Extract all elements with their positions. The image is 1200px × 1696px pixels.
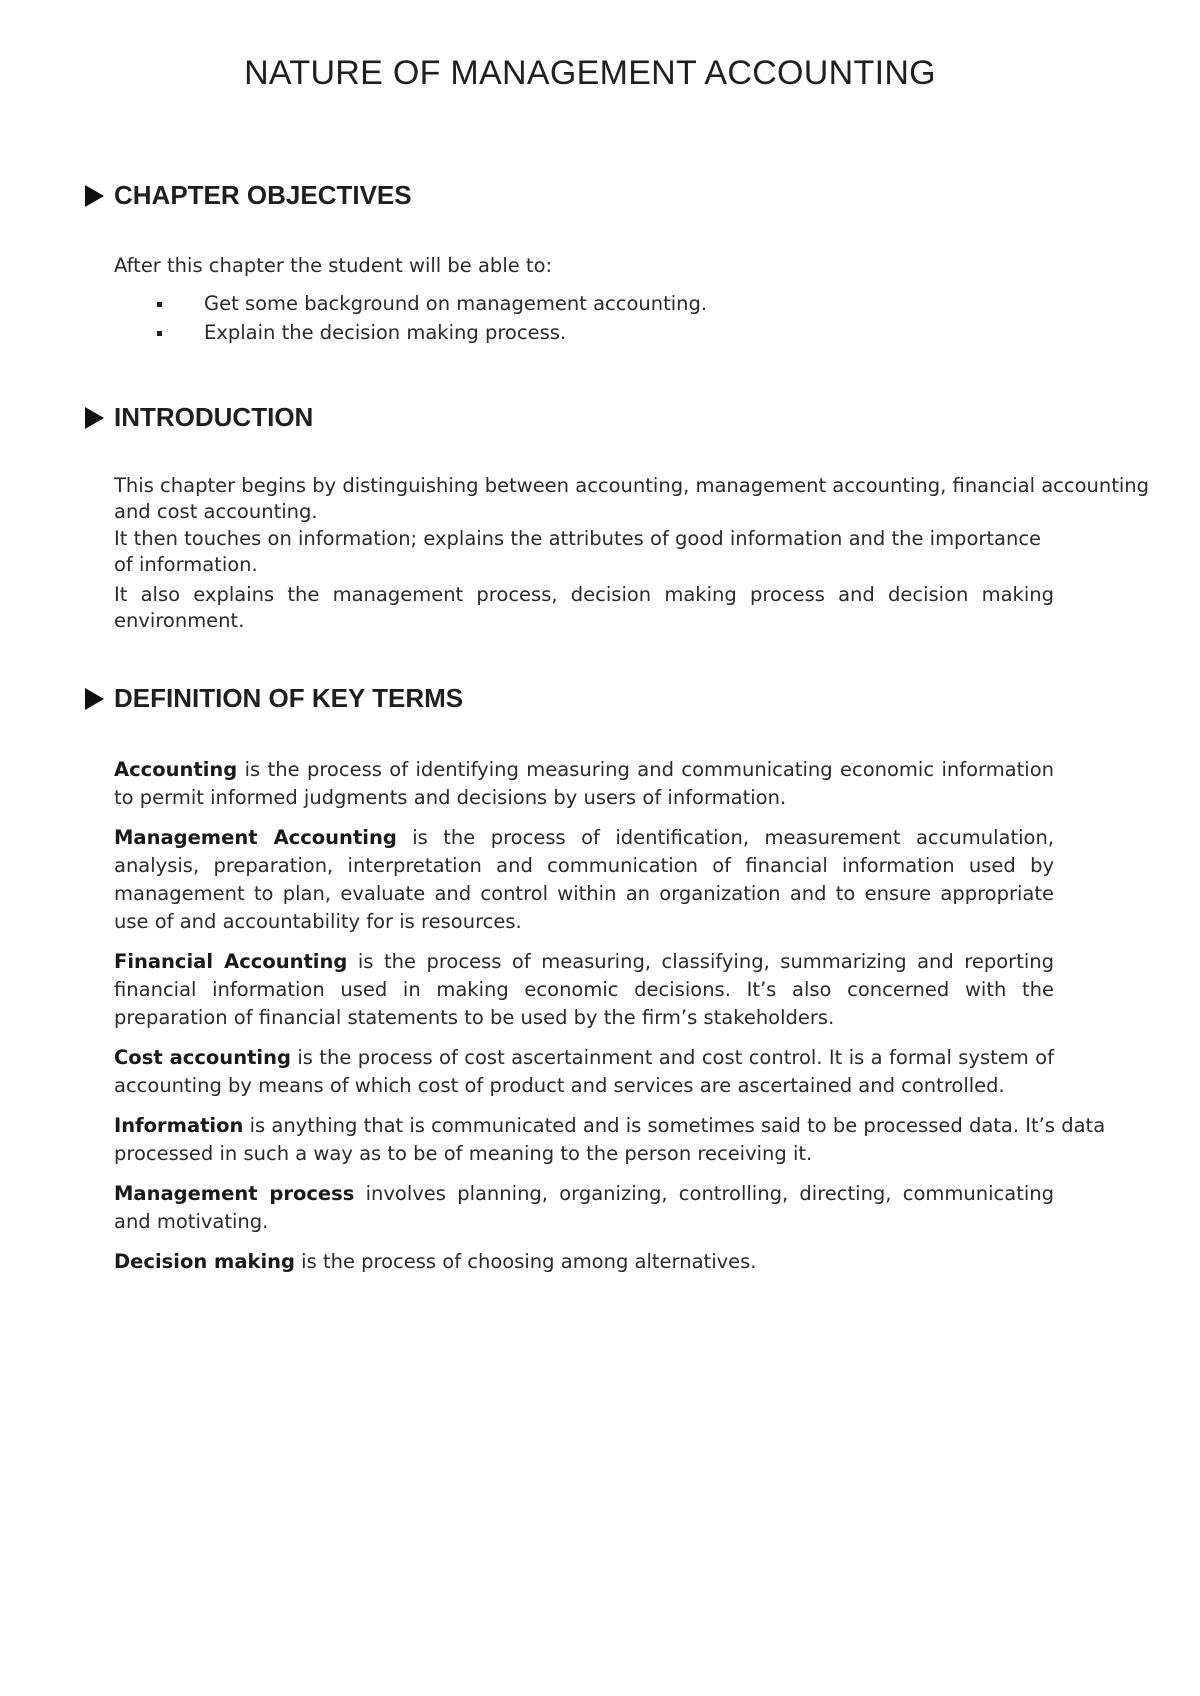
introduction-block [114, 473, 1182, 525]
triangle-right-icon [85, 185, 104, 207]
objectives-list [114, 289, 1054, 347]
definition-item [114, 1112, 1164, 1168]
definition-term: Accounting [114, 758, 238, 781]
section-heading-definitions [85, 683, 463, 714]
definition-term: Management Accounting [114, 826, 397, 849]
definition-text: involves planning, organizing, controlling, directing, communicating and motivating. [114, 1182, 1054, 1233]
intro-paragraph: It then touches on information; explains the attributes of good information and the importance of information. [114, 527, 1042, 576]
definition-text: is the process of identification, measurement accumulation, analysis, preparation, interpretation and communication of financial information used by management to plan, evaluate and control within an organization and to ensure appropriate use of and accountability for is resources. [114, 826, 1055, 933]
definition-term: Decision making [114, 1250, 295, 1273]
bullet-icon [157, 302, 162, 307]
definition-item [114, 756, 1054, 812]
list-item [114, 289, 1054, 318]
definition-item [114, 1044, 1054, 1100]
section-heading-introduction [85, 402, 313, 433]
list-item-text: Get some background on management accounting. [204, 292, 708, 315]
definition-text: is the process of measuring, classifying, summarizing and reporting financial information used in making economic decisions. It’s also concerned with the preparation of financial statements to be used by the firm’s stakeholders. [114, 950, 1054, 1029]
list-item [114, 318, 1054, 347]
bullet-icon [157, 331, 162, 336]
page-title: NATURE OF MANAGEMENT ACCOUNTING [244, 54, 936, 92]
section-heading-label: DEFINITION OF KEY TERMS [114, 683, 464, 713]
triangle-right-icon [85, 688, 104, 710]
definition-item [114, 824, 1054, 936]
definition-item [114, 1180, 1054, 1236]
section-heading-objectives [85, 180, 412, 211]
definition-item [114, 1248, 1054, 1276]
list-item-text: Explain the decision making process. [204, 321, 567, 344]
definition-text: is the process of choosing among alternatives. [294, 1250, 757, 1273]
intro-paragraph: It also explains the management process, decision making process and decision making environment. [114, 583, 1054, 632]
definition-term: Management process [114, 1182, 355, 1205]
definition-text: is the process of cost ascertainment and cost control. It is a formal system of accounting by means of which cost of product and services are ascertained and controlled. [114, 1046, 1054, 1097]
intro-paragraph: This chapter begins by distinguishing between accounting, management accounting, financial accounting and cost accounting. [114, 474, 1150, 523]
definition-term: Cost accounting [114, 1046, 291, 1069]
definition-text: is anything that is communicated and is sometimes said to be processed data. It’s data processed in such a way as to be of meaning to the person receiving it. [114, 1114, 1106, 1165]
definition-item [114, 948, 1054, 1032]
section-heading-label: INTRODUCTION [114, 402, 314, 432]
definition-term: Information [114, 1114, 244, 1137]
section-heading-label: CHAPTER OBJECTIVES [114, 180, 412, 210]
objectives-intro: After this chapter the student will be able to: [114, 254, 553, 277]
triangle-right-icon [85, 407, 104, 429]
objectives-block [114, 253, 1054, 347]
definition-text: is the process of identifying measuring and communicating economic information to permit informed judgments and decisions by users of information. [114, 758, 1054, 809]
definition-term: Financial Accounting [114, 950, 348, 973]
introduction-block [114, 526, 1054, 634]
definitions-block [114, 756, 1106, 1288]
